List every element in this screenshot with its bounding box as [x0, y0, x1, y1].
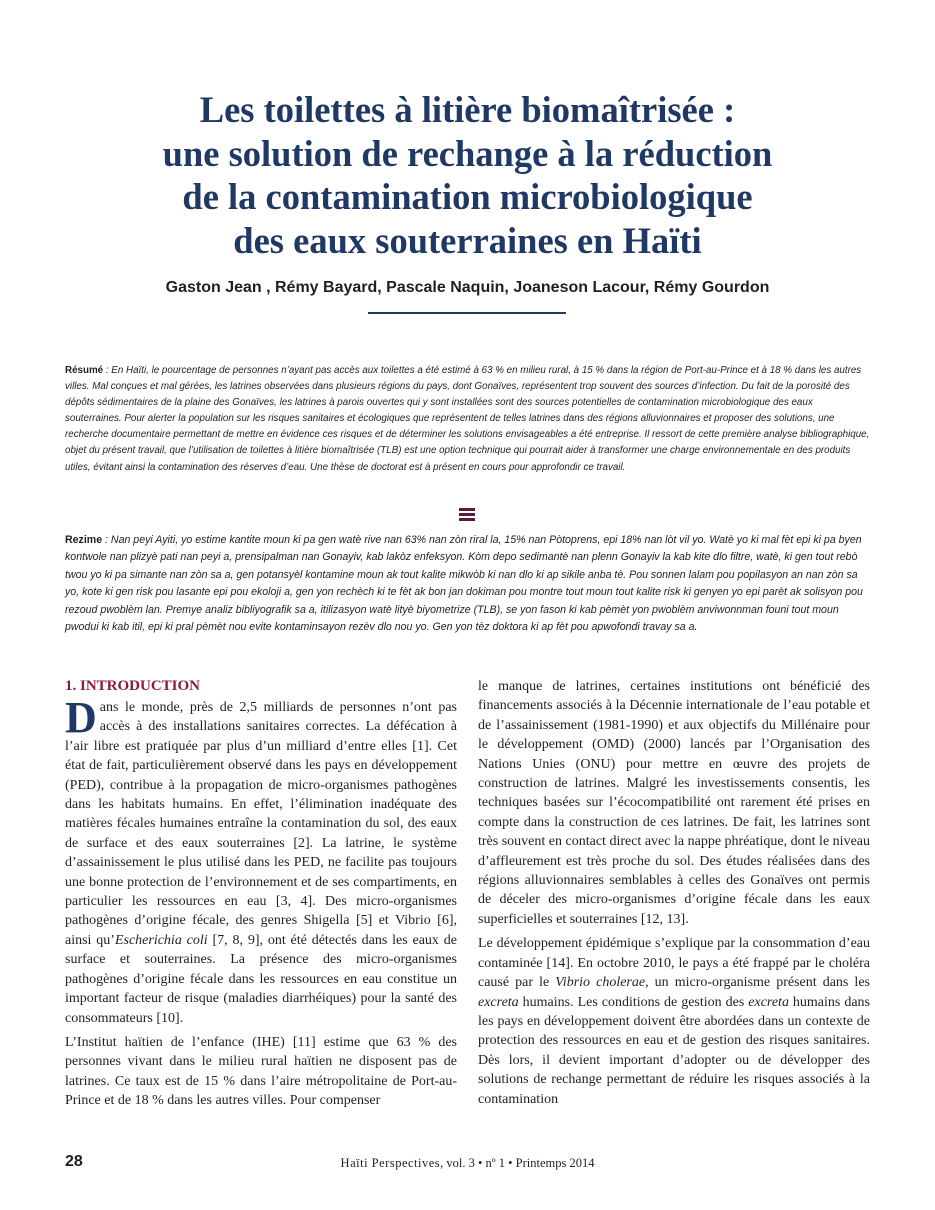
drop-cap: D [65, 693, 97, 742]
abstract-french [65, 363, 871, 476]
paragraph-text: , un micro-organisme présent dans les [645, 975, 870, 991]
body-paragraph: L’Institut haïtien de l’enfance (IHE) [11] estime que 63 % des personnes vivant dans le milieu rural haïtien ne disposent pas de latrines. Ce taux est de 15 % dans l’aire métropolitaine de Port-au-Prince et de 18 % dans les autres villes. Pour compenser [65, 1034, 457, 1109]
paragraph-text: [7, 8, 9], ont été détectés dans les eaux de surface et souterraines. La présence des micro-organismes pathogènes d’origine fécale dans les ressources en eau constitue un important facteur de risque (maladies diarrhéiques) pour la santé des consommateurs [10]. [65, 932, 457, 1026]
abstract-french-label: Résumé [65, 365, 104, 376]
journal-title: Haïti Perspectives [340, 1156, 441, 1170]
species-name: Vibrio cholerae [555, 975, 646, 991]
title-line: des eaux souterraines en Haïti [233, 219, 702, 261]
abstract-creole-text: : Nan peyi Ayiti, yo estime kantite moun ki pa gen watè rive nan 63% nan zòn riral la, 15% nan Pòtoprens, epi 18% nan lòt vil yo. Watè yo ki mal fèt epi ki pa byen kontwole nan plizyè pati nan peyi a, prensipalman nan Gonayiv, kab lakòz enfeksyon. Kòm depo sedimantè nan plenn Gonayiv la kab kite dlo filtre, watè, ki gen tout rebò twou yo ki pa simante nan zòn sa a, gen potansyèl kontamine moun ak tout kalite mikwòb ki nan dlo ki ap sikile anba tè. Pou sonnen lalam pou popilasyon an nan zòn sa yo, kote ki gen risk pou lasante epi pou ekoloji a, gen yon rechèch ki te fèt ak bon jan dokiman pou montre tout moun tout kalite risk ki genyen yo epi parèt ak solisyon pou rezoud pwoblèm lan. Premye analiz bibliyografik sa a, itilizasyon watè lityè biyometrize (TLB), se yon fason ki kab pèmèt yon pwoblèm anviwonnman founi tout moun pwodui ki kab itil, epi ki pral pèmèt nou evite kontaminsayon rezèv dlo nou yo. Gen yon tèz doktora ki ap fèt pou apwofondi travay sa a. [65, 534, 863, 634]
menu-lines-icon [459, 508, 475, 522]
abstract-creole-label: Rezime [65, 534, 103, 546]
body-paragraph [65, 693, 457, 1028]
running-footer [0, 1156, 935, 1171]
italic-term: excreta [748, 994, 789, 1010]
title-line: une solution de rechange à la réduction [162, 132, 773, 174]
title-line: Les toilettes à litière biomaîtrisée : [199, 89, 736, 130]
body-column-left [65, 677, 457, 1116]
paragraph-text: Le développement épidémique s’explique par la consommation d’eau contaminée [14]. En octobre 2010, le pays a été frappé par le choléra causé par le [478, 936, 870, 991]
paragraph-text: ans le monde, près de 2,5 milliards de personnes n’ont pas accès à des installations sanitaires correctes. La défécation à l’air libre est pratiquée par plus d’un milliard d’entre elles [1]. Cet état de fait, particulièrement observé dans les pays en développement (PED), contribue à la propagation de micro-organismes pathogènes dans les habitats humains. En effet, l’élimination inadéquate des matières fécales humaines entraîne la contamination du sol, des eaux de surface et des eaux souterraines [2]. La latrine, le système d’assainissement le plus utilisé dans les PED, ne facilite pas toujours une bonne protection de l’environnement et de ses compartiments, en particulier les ressources en eau [3, 4]. Des micro-organismes pathogènes d’origine fécale, des genres Shigella [5] et Vibrio [6], ainsi qu’ [65, 700, 457, 948]
abstract-creole [65, 532, 871, 636]
body-paragraph: le manque de latrines, certaines institutions ont bénéficié des financements associés à la Décennie internationale de l’eau potable et de l’assainissement (1981-1990) et aux objectifs du Millénaire pour le développement (OMD) (2000) lancés par l’Organisation des Nations Unies (ONU) pour mettre en œuvre des projets de construction de latrines. Malgré les investissements consentis, les techniques basées sur l’écocompatibilité ont rarement été prises en compte dans la construction de ces latrines. De fait, les latrines sont très souvent en contact direct avec la nappe phréatique, dont le niveau d’affleurement est très proche du sol. Des études réalisées dans des régions alluvionnaires semblables à celles des Gonaïves ont permis de déceler des micro-organismes d’origine fécale dans les eaux superficielles et souterraines [12, 13]. [478, 679, 870, 927]
title-line: de la contamination microbiologique [182, 176, 753, 217]
body-paragraph [478, 934, 870, 1109]
page-number: 28 [65, 1153, 83, 1170]
abstract-french-text: : En Haïti, le pourcentage de personnes n’ayant pas accès aux toilettes a été estimé à 63 % en milieu rural, à 15 % dans la région de Port-au-Prince et à 18 % dans les autres villes. Mal conçues et mal gérées, les latrines observées dans plusieurs régions du pays, dont Gonaïves, représentent trop souvent des sources d’infection. Du fait de la porosité des dépôts sédimentaires de la plaine des Gonaïves, les latrines à parois ouvertes qui y sont installées sont des sources potentielles de contamination microbiologique des eaux souterraines. Pour alerter la population sur les risques sanitaires et écologiques que représentent de telles latrines dans des régions alluvionnaires et proposer des solutions, une recherche documentaire permettant de mettre en évidence ces risques et de déterminer les solutions envisageables a été entreprise. Il ressort de cette première analyse bibliographique, objet du présent travail, que l’utilisation de toilettes à litière biomaîtrisée (TLB) est une option technique qui pourrait aider à transformer une charge environnementale en des produits utiles, évitant ainsi la contamination des réserves d’eau. Une thèse de doctorat est à présent en cours pour approfondir ce travail. [65, 365, 870, 473]
section-heading: 1. INTRODUCTION [65, 678, 201, 694]
paragraph-text: humains. Les conditions de gestion des [518, 994, 749, 1010]
author-list: Gaston Jean , Rémy Bayard, Pascale Naquin, Joaneson Lacour, Rémy Gourdon [165, 279, 770, 296]
issue-info: , vol. 3 • nº 1 • Printemps 2014 [440, 1156, 595, 1170]
body-column-right [478, 677, 870, 1114]
paragraph-text: humains dans les pays en développement doivent être abordées dans un contexte de protection des ressources en eau et de gestion des risques sanitaires. Dès lors, il devient important d’adopter ou de développer des solutions de rechange permettant de réduire les risques associés à la contamination [478, 994, 870, 1107]
article-title [90, 88, 845, 262]
italic-term: excreta [478, 994, 519, 1010]
species-name: Escherichia coli [114, 932, 208, 948]
title-divider [368, 312, 566, 314]
